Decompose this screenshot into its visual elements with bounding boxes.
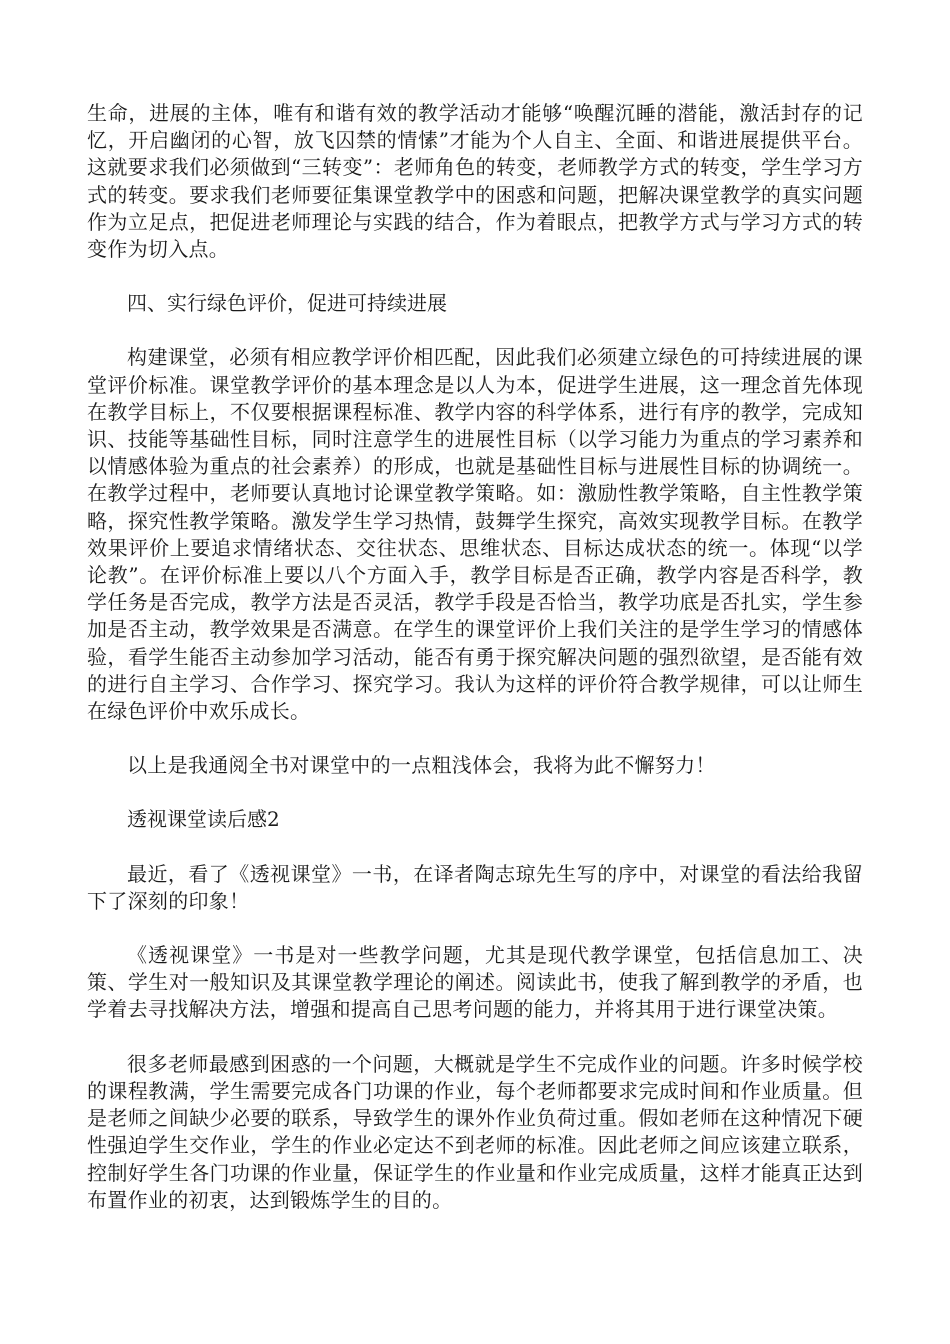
paragraph-5: 《透视课堂》一书是对一些教学问题，尤其是现代教学课堂，包括信息加工、决策、学生对一般知识及其课堂教学理论的阐述。阅读此书，使我了解到教学的矛盾，也学着去寻找解决方法，增强和提高自己思考问题的能力，并将其用于进行课堂决策。 — [87, 943, 863, 1022]
paragraph-6: 很多老师最感到困惑的一个问题，大概就是学生不完成作业的问题。许多时候学校的课程教满，学生需要完成各门功课的作业，每个老师都要求完成时间和作业质量。但是老师之间缺少必要的联系，导致学生的课外作业负荷过重。假如老师在这种情况下硬性强迫学生交作业，学生的作业必定达不到老师的标准。因此老师之间应该建立联系，控制好学生各门功课的作业量，保证学生的作业量和作业完成质量，这样才能真正达到布置作业的初衷，达到锻炼学生的目的。 — [87, 1051, 863, 1212]
paragraph-2: 构建课堂，必须有相应教学评价相匹配，因此我们必须建立绿色的可持续进展的课堂评价标准。课堂教学评价的基本理念是以人为本，促进学生进展，这一理念首先体现在教学目标上，不仅要根据课程标准、教学内容的科学体系，进行有序的教学，完成知识、技能等基础性目标，同时注意学生的进展性目标（以学习能力为重点的学习素养和以情感体验为重点的社会素养）的形成，也就是基础性目标与进展性目标的协调统一。在教学过程中，老师要认真地讨论课堂教学策略。如：激励性教学策略，自主性教学策略，探究性教学策略。激发学生学习热情，鼓舞学生探究，高效实现教学目标。在教学效果评价上要追求情绪状态、交往状态、思维状态、目标达成状态的统一。体现“以学论教”。在评价标准上要以八个方面入手，教学目标是否正确，教学内容是否科学，教学任务是否完成，教学方法是否灵活，教学手段是否恰当，教学功底是否扎实，学生参加是否主动，教学效果是否满意。在学生的课堂评价上我们关注的是学生学习的情感体验，看学生能否主动参加学习活动，能否有勇于探究解决问题的强烈欲望，是否能有效的进行自主学习、合作学习、探究学习。我认为这样的评价符合教学规律，可以让师生在绿色评价中欢乐成长。 — [87, 345, 863, 724]
paragraph-3: 以上是我通阅全书对课堂中的一点粗浅体会，我将为此不懈努力！ — [127, 753, 716, 778]
paragraph-4: 最近，看了《透视课堂》一书，在译者陶志琼先生写的序中，对课堂的看法给我留下了深刻的印象！ — [87, 861, 863, 913]
document-page — [87, 100, 863, 1241]
paragraph-1: 生命，进展的主体，唯有和谐有效的教学活动才能够“唤醒沉睡的潜能，激活封存的记忆，开启幽闭的心智，放飞囚禁的情愫”才能为个人自主、全面、和谐进展提供平台。这就要求我们必须做到“三转变”：老师角色的转变，老师教学方式的转变，学生学习方式的转变。要求我们老师要征集课堂教学中的困惑和问题，把解决课堂教学的真实问题作为立足点，把促进老师理论与实践的结合，作为着眼点，把教学方式与学习方式的转变作为切入点。 — [87, 101, 863, 262]
article-title-2: 透视课堂读后感2 — [127, 807, 280, 832]
section-heading-4: 四、实行绿色评价，促进可持续进展 — [127, 291, 447, 316]
